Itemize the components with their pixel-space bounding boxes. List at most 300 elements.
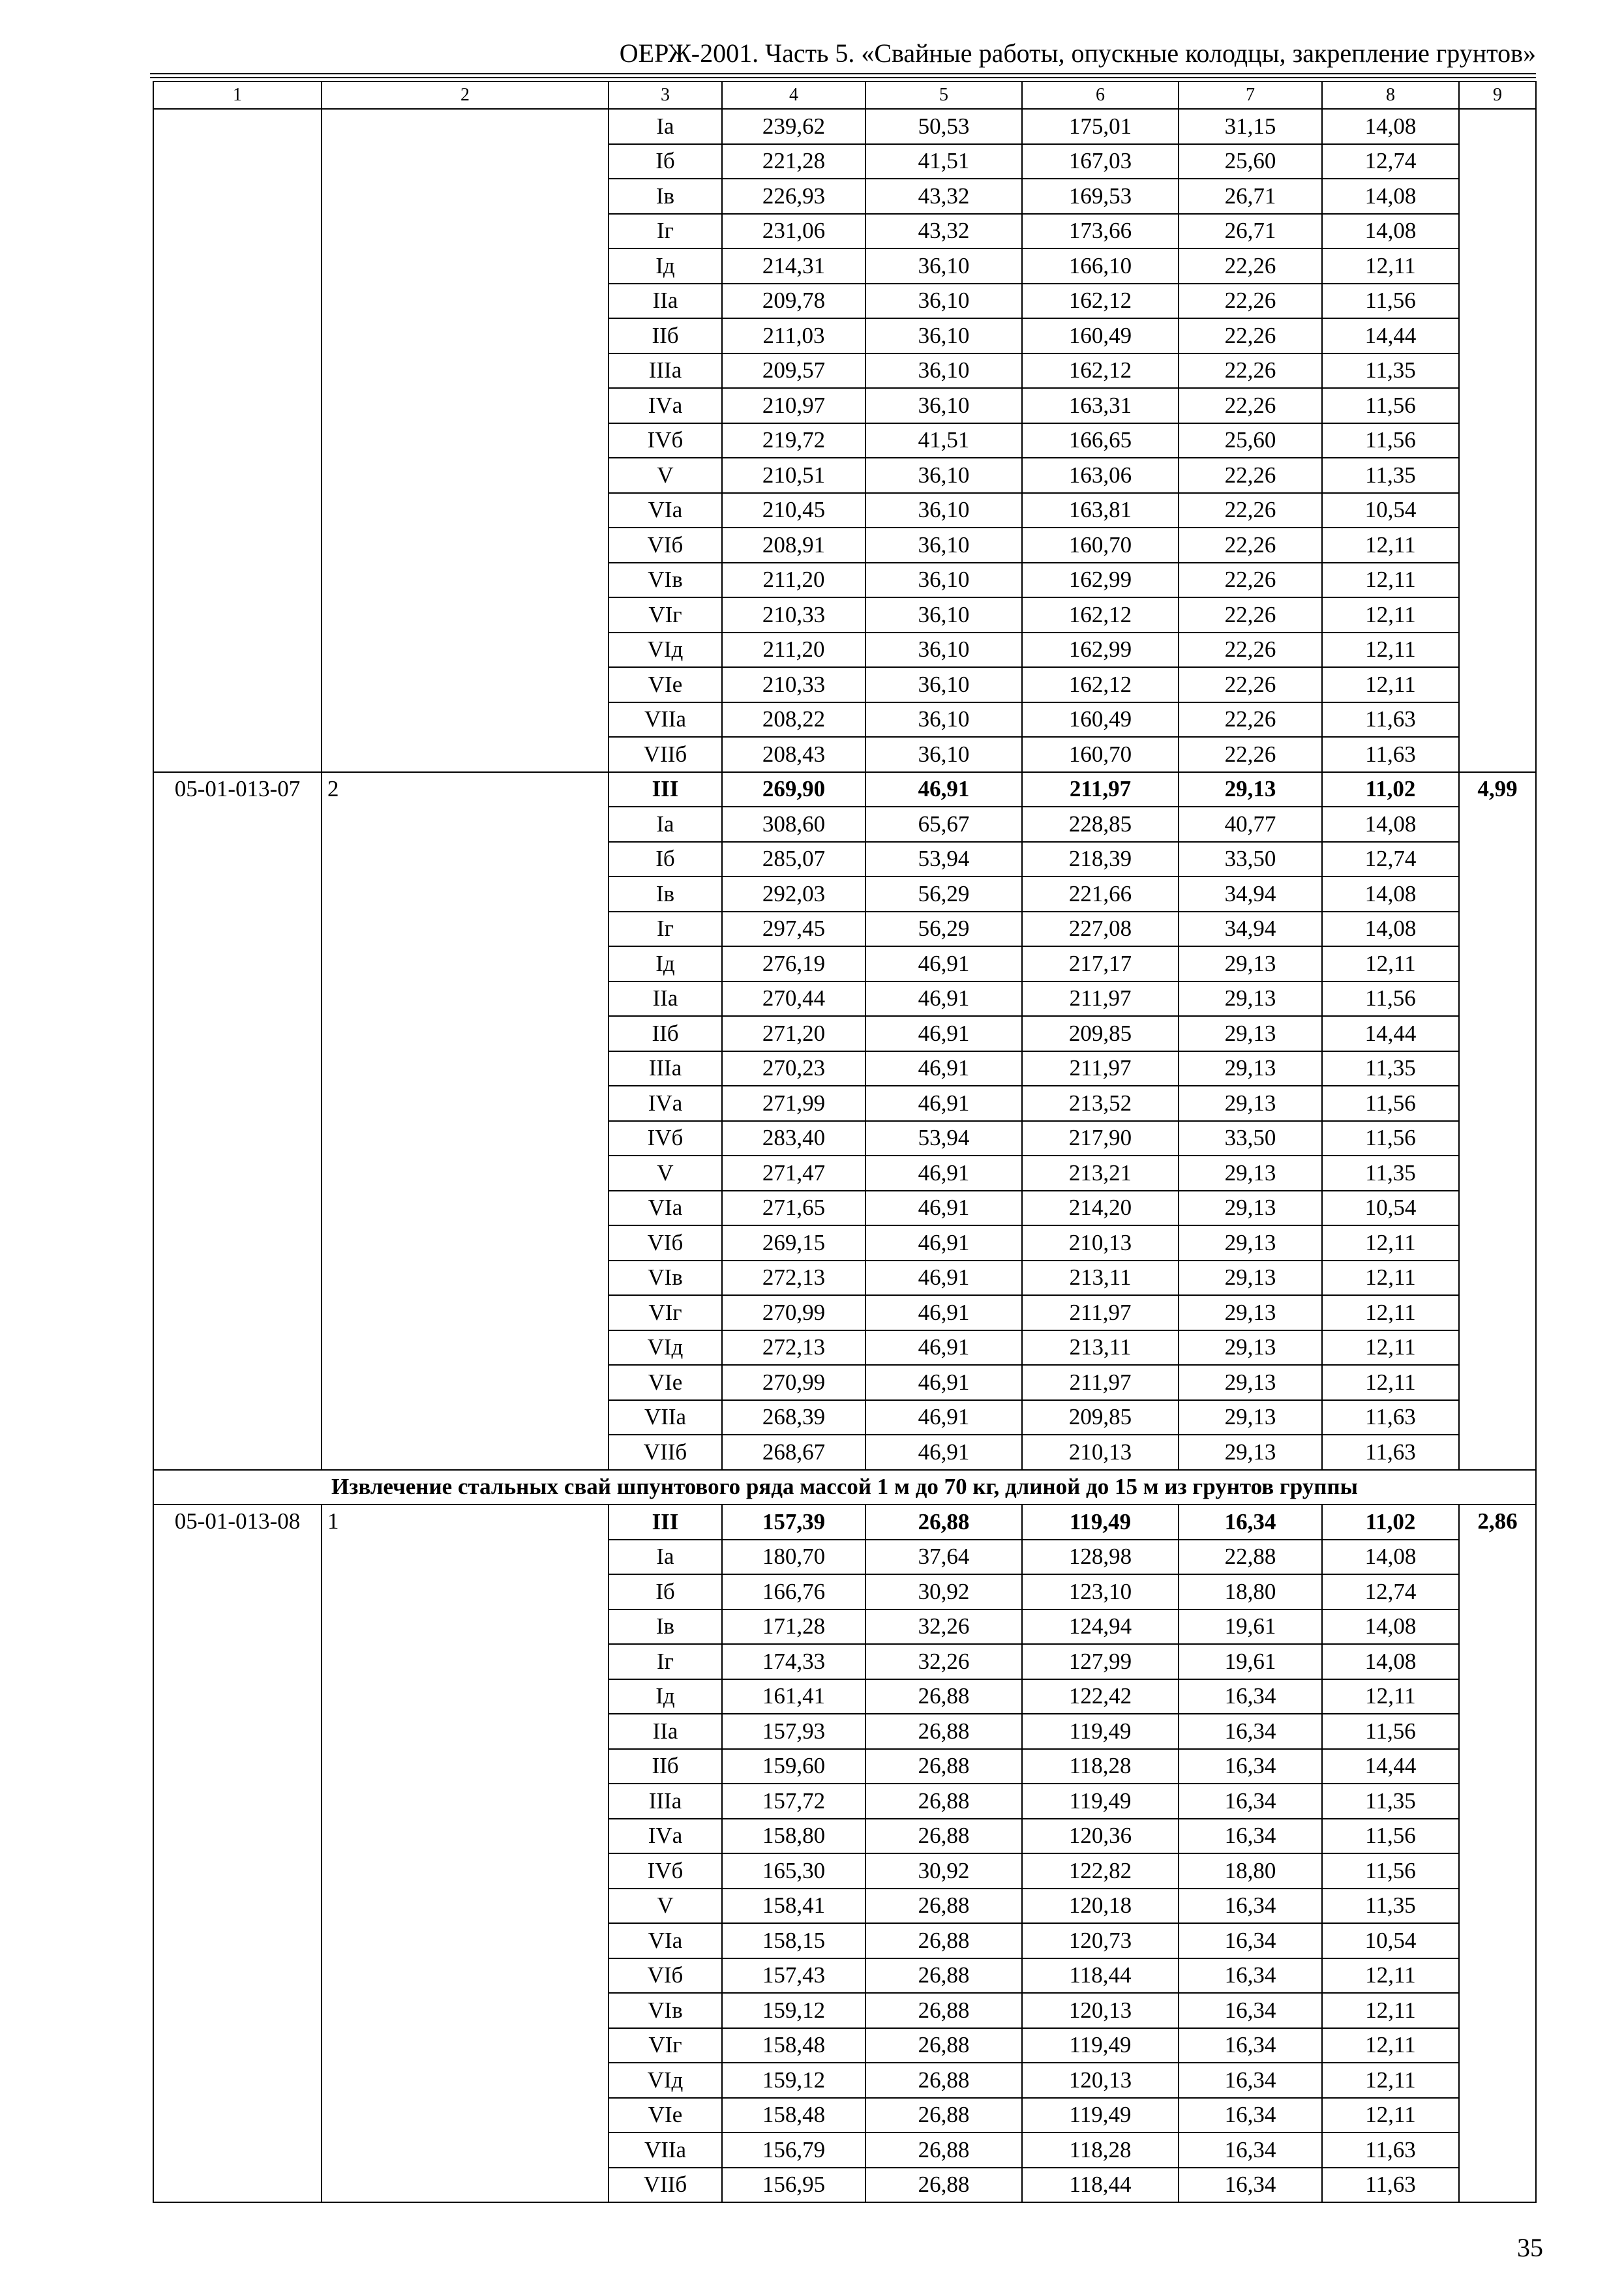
region-cell: VIIа xyxy=(609,1400,722,1435)
value-cell: 160,70 xyxy=(1022,528,1179,563)
value-cell: 211,03 xyxy=(722,318,865,353)
value-cell: 65,67 xyxy=(865,807,1022,842)
value-cell: 46,91 xyxy=(865,1016,1022,1051)
value-cell: 12,11 xyxy=(1322,2063,1459,2098)
value-cell: 208,91 xyxy=(722,528,865,563)
value-cell: 46,91 xyxy=(865,1435,1022,1470)
value-cell: 16,34 xyxy=(1179,1679,1322,1714)
region-cell: Iв xyxy=(609,179,722,214)
value-cell: 268,39 xyxy=(722,1400,865,1435)
value-cell: 22,26 xyxy=(1179,284,1322,319)
value-cell: 158,41 xyxy=(722,1889,865,1924)
region-cell: IIIа xyxy=(609,1784,722,1819)
value-cell: 46,91 xyxy=(865,772,1022,807)
value-cell: 14,08 xyxy=(1322,1540,1459,1575)
value-cell: 16,34 xyxy=(1179,2028,1322,2063)
value-cell: 22,26 xyxy=(1179,458,1322,493)
value-cell: 29,13 xyxy=(1179,1330,1322,1366)
value-cell: 25,60 xyxy=(1179,144,1322,179)
value-cell: 10,54 xyxy=(1322,1923,1459,1958)
value-cell: 221,28 xyxy=(722,144,865,179)
value-cell: 171,28 xyxy=(722,1609,865,1645)
value-cell: 53,94 xyxy=(865,842,1022,877)
value-cell: 272,13 xyxy=(722,1261,865,1296)
value-cell: 283,40 xyxy=(722,1121,865,1156)
value-cell: 157,39 xyxy=(722,1504,865,1540)
region-cell: V xyxy=(609,458,722,493)
value-cell: 119,49 xyxy=(1022,1784,1179,1819)
value-cell: 22,88 xyxy=(1179,1540,1322,1575)
value-cell: 26,88 xyxy=(865,2168,1022,2203)
value-cell: 123,10 xyxy=(1022,1574,1179,1609)
value-cell: 120,13 xyxy=(1022,1993,1179,2028)
value-cell: 120,13 xyxy=(1022,2063,1179,2098)
value-cell: 16,34 xyxy=(1179,1958,1322,1994)
value-cell: 124,94 xyxy=(1022,1609,1179,1645)
value-cell: 271,47 xyxy=(722,1156,865,1191)
region-cell: IIб xyxy=(609,1749,722,1784)
running-header: ОЕРЖ-2001. Часть 5. «Свайные работы, опускные колодцы, закрепление грунтов» xyxy=(619,38,1536,68)
value-cell: 209,85 xyxy=(1022,1400,1179,1435)
value-cell: 211,97 xyxy=(1022,1365,1179,1400)
value-cell: 272,13 xyxy=(722,1330,865,1366)
value-cell: 10,54 xyxy=(1322,493,1459,528)
value-cell: 270,99 xyxy=(722,1365,865,1400)
value-cell: 163,31 xyxy=(1022,388,1179,423)
value-cell: 19,61 xyxy=(1179,1609,1322,1645)
value-cell: 36,10 xyxy=(865,284,1022,319)
value-cell: 119,49 xyxy=(1022,1714,1179,1749)
value-cell: 26,71 xyxy=(1179,214,1322,249)
column-number: 8 xyxy=(1322,82,1459,109)
value-cell: 56,29 xyxy=(865,876,1022,912)
value-cell: 12,11 xyxy=(1322,1261,1459,1296)
value-cell: 210,33 xyxy=(722,667,865,702)
region-cell: IVб xyxy=(609,1121,722,1156)
value-cell: 163,06 xyxy=(1022,458,1179,493)
table-row xyxy=(153,1504,1536,1540)
value-cell: 16,34 xyxy=(1179,1819,1322,1854)
value-cell: 46,91 xyxy=(865,981,1022,1017)
value-cell: 12,11 xyxy=(1322,248,1459,284)
region-cell: Iд xyxy=(609,946,722,981)
region-cell: Iв xyxy=(609,876,722,912)
value-cell: 12,74 xyxy=(1322,1574,1459,1609)
column-number: 3 xyxy=(609,82,722,109)
value-cell: 119,49 xyxy=(1022,2028,1179,2063)
value-cell: 22,26 xyxy=(1179,597,1322,633)
extra-value: 2,86 xyxy=(1459,1504,1536,2202)
value-cell: 165,30 xyxy=(722,1853,865,1889)
value-cell: 221,66 xyxy=(1022,876,1179,912)
value-cell: 22,26 xyxy=(1179,248,1322,284)
value-cell: 12,11 xyxy=(1322,1365,1459,1400)
value-cell: 162,12 xyxy=(1022,353,1179,389)
value-cell: 22,26 xyxy=(1179,563,1322,598)
region-cell: VIг xyxy=(609,1295,722,1330)
value-cell: 292,03 xyxy=(722,876,865,912)
region-cell: VIд xyxy=(609,2063,722,2098)
value-cell: 12,11 xyxy=(1322,1225,1459,1261)
value-cell: 11,35 xyxy=(1322,1051,1459,1086)
value-cell: 270,44 xyxy=(722,981,865,1017)
value-cell: 162,99 xyxy=(1022,563,1179,598)
region-cell: Iб xyxy=(609,842,722,877)
value-cell: 46,91 xyxy=(865,1156,1022,1191)
region-cell: Iг xyxy=(609,1644,722,1679)
value-cell: 11,02 xyxy=(1322,772,1459,807)
value-cell: 36,10 xyxy=(865,528,1022,563)
value-cell: 16,34 xyxy=(1179,1993,1322,2028)
value-cell: 211,97 xyxy=(1022,1051,1179,1086)
value-cell: 158,48 xyxy=(722,2098,865,2133)
value-cell: 162,12 xyxy=(1022,597,1179,633)
value-cell: 11,63 xyxy=(1322,1400,1459,1435)
value-cell: 46,91 xyxy=(865,946,1022,981)
region-cell: VIб xyxy=(609,1958,722,1994)
column-number: 7 xyxy=(1179,82,1322,109)
value-cell: 209,78 xyxy=(722,284,865,319)
region-cell: IVб xyxy=(609,423,722,458)
value-cell: 14,08 xyxy=(1322,109,1459,144)
value-cell: 14,08 xyxy=(1322,214,1459,249)
region-cell: VIг xyxy=(609,2028,722,2063)
value-cell: 227,08 xyxy=(1022,912,1179,947)
value-cell: 10,54 xyxy=(1322,1191,1459,1226)
region-cell: VIIа xyxy=(609,2132,722,2168)
rate-code xyxy=(153,109,322,772)
value-cell: 127,99 xyxy=(1022,1644,1179,1679)
value-cell: 271,20 xyxy=(722,1016,865,1051)
region-cell: IIб xyxy=(609,318,722,353)
value-cell: 166,10 xyxy=(1022,248,1179,284)
column-number: 9 xyxy=(1459,82,1536,109)
value-cell: 210,97 xyxy=(722,388,865,423)
value-cell: 11,35 xyxy=(1322,353,1459,389)
value-cell: 32,26 xyxy=(865,1644,1022,1679)
value-cell: 22,26 xyxy=(1179,493,1322,528)
value-cell: 36,10 xyxy=(865,737,1022,772)
header-rule-double xyxy=(150,77,1536,78)
value-cell: 211,97 xyxy=(1022,772,1179,807)
value-cell: 19,61 xyxy=(1179,1644,1322,1679)
value-cell: 43,32 xyxy=(865,214,1022,249)
value-cell: 231,06 xyxy=(722,214,865,249)
region-cell: IIб xyxy=(609,1016,722,1051)
value-cell: 14,44 xyxy=(1322,1749,1459,1784)
value-cell: 11,35 xyxy=(1322,1784,1459,1819)
value-cell: 33,50 xyxy=(1179,1121,1322,1156)
value-cell: 46,91 xyxy=(865,1191,1022,1226)
value-cell: 43,32 xyxy=(865,179,1022,214)
value-cell: 22,26 xyxy=(1179,737,1322,772)
value-cell: 11,56 xyxy=(1322,1714,1459,1749)
region-cell: V xyxy=(609,1889,722,1924)
value-cell: 22,26 xyxy=(1179,633,1322,668)
region-cell: Iд xyxy=(609,1679,722,1714)
value-cell: 210,13 xyxy=(1022,1435,1179,1470)
value-cell: 29,13 xyxy=(1179,946,1322,981)
value-cell: 30,92 xyxy=(865,1574,1022,1609)
value-cell: 122,42 xyxy=(1022,1679,1179,1714)
value-cell: 34,94 xyxy=(1179,912,1322,947)
value-cell: 211,20 xyxy=(722,633,865,668)
value-cell: 29,13 xyxy=(1179,1295,1322,1330)
value-cell: 26,88 xyxy=(865,1819,1022,1854)
value-cell: 174,33 xyxy=(722,1644,865,1679)
region-cell: VIа xyxy=(609,493,722,528)
value-cell: 269,90 xyxy=(722,772,865,807)
region-cell: V xyxy=(609,1156,722,1191)
value-cell: 11,56 xyxy=(1322,388,1459,423)
value-cell: 22,26 xyxy=(1179,353,1322,389)
value-cell: 11,63 xyxy=(1322,2168,1459,2203)
value-cell: 12,11 xyxy=(1322,1958,1459,1994)
value-cell: 210,13 xyxy=(1022,1225,1179,1261)
region-cell: VIв xyxy=(609,563,722,598)
value-cell: 29,13 xyxy=(1179,1016,1322,1051)
value-cell: 26,88 xyxy=(865,1958,1022,1994)
value-cell: 219,72 xyxy=(722,423,865,458)
value-cell: 217,17 xyxy=(1022,946,1179,981)
value-cell: 29,13 xyxy=(1179,1191,1322,1226)
value-cell: 163,81 xyxy=(1022,493,1179,528)
value-cell: 308,60 xyxy=(722,807,865,842)
region-cell: IIIа xyxy=(609,353,722,389)
value-cell: 16,34 xyxy=(1179,1749,1322,1784)
value-cell: 33,50 xyxy=(1179,842,1322,877)
value-cell: 29,13 xyxy=(1179,1156,1322,1191)
value-cell: 36,10 xyxy=(865,248,1022,284)
region-cell: Iг xyxy=(609,912,722,947)
value-cell: 26,88 xyxy=(865,1923,1022,1958)
value-cell: 16,34 xyxy=(1179,2132,1322,2168)
value-cell: 122,82 xyxy=(1022,1853,1179,1889)
value-cell: 29,13 xyxy=(1179,1051,1322,1086)
value-cell: 46,91 xyxy=(865,1225,1022,1261)
value-cell: 173,66 xyxy=(1022,214,1179,249)
region-cell: IIа xyxy=(609,1714,722,1749)
region-cell: VIд xyxy=(609,1330,722,1366)
value-cell: 26,88 xyxy=(865,1993,1022,2028)
region-cell: VIа xyxy=(609,1923,722,1958)
table-row xyxy=(153,772,1536,807)
value-cell: 14,08 xyxy=(1322,807,1459,842)
section-title-row xyxy=(153,1470,1536,1505)
value-cell: 210,45 xyxy=(722,493,865,528)
value-cell: 29,13 xyxy=(1179,1086,1322,1121)
region-cell: Iб xyxy=(609,144,722,179)
region-cell: IVа xyxy=(609,1819,722,1854)
value-cell: 14,44 xyxy=(1322,1016,1459,1051)
value-cell: 11,35 xyxy=(1322,1156,1459,1191)
value-cell: 12,11 xyxy=(1322,563,1459,598)
value-cell: 12,11 xyxy=(1322,946,1459,981)
value-cell: 211,20 xyxy=(722,563,865,598)
value-cell: 41,51 xyxy=(865,144,1022,179)
table-row xyxy=(153,109,1536,144)
extra-value: 4,99 xyxy=(1459,772,1536,1470)
value-cell: 119,49 xyxy=(1022,2098,1179,2133)
value-cell: 40,77 xyxy=(1179,807,1322,842)
region-cell: Iг xyxy=(609,214,722,249)
value-cell: 36,10 xyxy=(865,633,1022,668)
value-cell: 36,10 xyxy=(865,318,1022,353)
value-cell: 11,56 xyxy=(1322,1819,1459,1854)
value-cell: 16,34 xyxy=(1179,1504,1322,1540)
value-cell: 26,88 xyxy=(865,1784,1022,1819)
value-cell: 36,10 xyxy=(865,493,1022,528)
value-cell: 157,43 xyxy=(722,1958,865,1994)
value-cell: 118,44 xyxy=(1022,2168,1179,2203)
region-cell: VIIа xyxy=(609,702,722,738)
value-cell: 25,60 xyxy=(1179,423,1322,458)
value-cell: 271,99 xyxy=(722,1086,865,1121)
value-cell: 22,26 xyxy=(1179,318,1322,353)
value-cell: 271,65 xyxy=(722,1191,865,1226)
value-cell: 169,53 xyxy=(1022,179,1179,214)
region-cell: VIIб xyxy=(609,1435,722,1470)
value-cell: 16,34 xyxy=(1179,2063,1322,2098)
rate-code: 05-01-013-08 xyxy=(153,1504,322,2202)
value-cell: 211,97 xyxy=(1022,981,1179,1017)
value-cell: 22,26 xyxy=(1179,528,1322,563)
value-cell: 32,26 xyxy=(865,1609,1022,1645)
value-cell: 12,11 xyxy=(1322,1993,1459,2028)
value-cell: 214,31 xyxy=(722,248,865,284)
value-cell: 159,12 xyxy=(722,2063,865,2098)
value-cell: 158,48 xyxy=(722,2028,865,2063)
region-cell: VIе xyxy=(609,667,722,702)
value-cell: 120,36 xyxy=(1022,1819,1179,1854)
value-cell: 11,56 xyxy=(1322,1853,1459,1889)
value-cell: 160,49 xyxy=(1022,318,1179,353)
value-cell: 161,41 xyxy=(722,1679,865,1714)
extra-value xyxy=(1459,109,1536,772)
region-cell: VIв xyxy=(609,1261,722,1296)
region-cell: VIе xyxy=(609,2098,722,2133)
column-number: 1 xyxy=(153,82,322,109)
column-number: 6 xyxy=(1022,82,1179,109)
region-cell: VIIб xyxy=(609,737,722,772)
value-cell: 29,13 xyxy=(1179,1365,1322,1400)
value-cell: 217,90 xyxy=(1022,1121,1179,1156)
value-cell: 162,12 xyxy=(1022,667,1179,702)
value-cell: 50,53 xyxy=(865,109,1022,144)
soil-group: 2 xyxy=(322,772,609,1470)
value-cell: 18,80 xyxy=(1179,1574,1322,1609)
value-cell: 34,94 xyxy=(1179,876,1322,912)
value-cell: 11,56 xyxy=(1322,423,1459,458)
value-cell: 210,51 xyxy=(722,458,865,493)
value-cell: 208,22 xyxy=(722,702,865,738)
value-cell: 26,88 xyxy=(865,2063,1022,2098)
value-cell: 36,10 xyxy=(865,597,1022,633)
rates-table xyxy=(153,81,1537,2203)
value-cell: 156,95 xyxy=(722,2168,865,2203)
value-cell: 218,39 xyxy=(1022,842,1179,877)
value-cell: 36,10 xyxy=(865,458,1022,493)
value-cell: 36,10 xyxy=(865,388,1022,423)
region-cell: Iа xyxy=(609,807,722,842)
value-cell: 162,99 xyxy=(1022,633,1179,668)
value-cell: 11,02 xyxy=(1322,1504,1459,1540)
value-cell: 270,99 xyxy=(722,1295,865,1330)
value-cell: 46,91 xyxy=(865,1330,1022,1366)
region-cell: VIб xyxy=(609,1225,722,1261)
value-cell: 29,13 xyxy=(1179,1400,1322,1435)
value-cell: 29,13 xyxy=(1179,772,1322,807)
value-cell: 26,88 xyxy=(865,2098,1022,2133)
column-number: 2 xyxy=(322,82,609,109)
value-cell: 118,44 xyxy=(1022,1958,1179,1994)
value-cell: 228,85 xyxy=(1022,807,1179,842)
value-cell: 46,91 xyxy=(865,1400,1022,1435)
value-cell: 158,15 xyxy=(722,1923,865,1958)
value-cell: 213,11 xyxy=(1022,1261,1179,1296)
region-cell: Iа xyxy=(609,1540,722,1575)
value-cell: 276,19 xyxy=(722,946,865,981)
region-cell: IIа xyxy=(609,981,722,1017)
value-cell: 12,11 xyxy=(1322,633,1459,668)
value-cell: 12,11 xyxy=(1322,667,1459,702)
value-cell: 14,08 xyxy=(1322,912,1459,947)
value-cell: 158,80 xyxy=(722,1819,865,1854)
value-cell: 14,44 xyxy=(1322,318,1459,353)
value-cell: 160,49 xyxy=(1022,702,1179,738)
value-cell: 166,65 xyxy=(1022,423,1179,458)
value-cell: 46,91 xyxy=(865,1261,1022,1296)
value-cell: 11,56 xyxy=(1322,1086,1459,1121)
value-cell: 12,11 xyxy=(1322,1330,1459,1366)
value-cell: 180,70 xyxy=(722,1540,865,1575)
value-cell: 16,34 xyxy=(1179,2098,1322,2133)
value-cell: 16,34 xyxy=(1179,1714,1322,1749)
region-cell: Iб xyxy=(609,1574,722,1609)
region-cell: VIв xyxy=(609,1993,722,2028)
value-cell: 209,85 xyxy=(1022,1016,1179,1051)
value-cell: 128,98 xyxy=(1022,1540,1179,1575)
region-cell: VIа xyxy=(609,1191,722,1226)
value-cell: 210,33 xyxy=(722,597,865,633)
value-cell: 211,97 xyxy=(1022,1295,1179,1330)
value-cell: 120,18 xyxy=(1022,1889,1179,1924)
value-cell: 118,28 xyxy=(1022,2132,1179,2168)
value-cell: 22,26 xyxy=(1179,667,1322,702)
value-cell: 162,12 xyxy=(1022,284,1179,319)
value-cell: 159,12 xyxy=(722,1993,865,2028)
value-cell: 214,20 xyxy=(1022,1191,1179,1226)
region-cell: Iа xyxy=(609,109,722,144)
value-cell: 12,11 xyxy=(1322,528,1459,563)
value-cell: 11,63 xyxy=(1322,1435,1459,1470)
value-cell: 268,67 xyxy=(722,1435,865,1470)
value-cell: 11,56 xyxy=(1322,284,1459,319)
value-cell: 46,91 xyxy=(865,1086,1022,1121)
region-cell: VIд xyxy=(609,633,722,668)
value-cell: 226,93 xyxy=(722,179,865,214)
value-cell: 36,10 xyxy=(865,563,1022,598)
value-cell: 166,76 xyxy=(722,1574,865,1609)
value-cell: 12,11 xyxy=(1322,2028,1459,2063)
value-cell: 297,45 xyxy=(722,912,865,947)
value-cell: 26,88 xyxy=(865,2132,1022,2168)
value-cell: 29,13 xyxy=(1179,1261,1322,1296)
value-cell: 46,91 xyxy=(865,1365,1022,1400)
value-cell: 16,34 xyxy=(1179,1784,1322,1819)
value-cell: 29,13 xyxy=(1179,1225,1322,1261)
region-cell: IIа xyxy=(609,284,722,319)
